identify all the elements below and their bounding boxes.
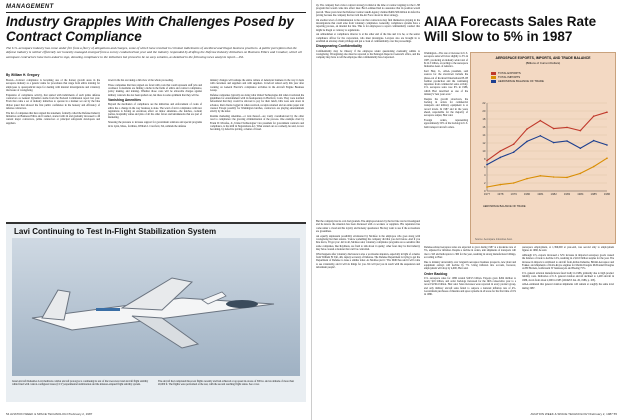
legend-label: TOTAL EXPORTS <box>498 71 521 75</box>
data-point <box>540 135 542 137</box>
subheading: Order Backlog <box>424 271 448 276</box>
chart-plot <box>471 65 615 201</box>
article-column-3 <box>210 79 304 219</box>
y-tick-label: 4 <box>483 173 486 177</box>
headline: Industry Grapples With Challenges Posed by Contract Compliance <box>6 14 294 44</box>
photo-caption-right: The aircraft had completed three test flights recently and had achieved a top speed in excess of 300 kt. and an altitude of more than 20,000 ft. The flights were performed at the test, with the second reaching flight status. See cover. <box>158 380 294 387</box>
x-tick-label: 1978 <box>497 192 504 196</box>
data-point <box>526 178 528 180</box>
x-tick-label: 1984 <box>577 192 584 196</box>
x-tick-label: 1977 <box>483 192 491 196</box>
data-point <box>526 128 528 130</box>
y-tick-label: 14 <box>482 133 486 137</box>
continued-column-2 <box>316 220 420 410</box>
legend-swatch <box>491 80 496 83</box>
data-point <box>526 141 528 143</box>
paragraph: An ombudsman or compliance director is at the other end of the line and it is he, or the senior compliance officer for the corporation, who must investigate. Lawyers also are brought in to establish an attorney-client privilege and put a cloak of confidentiality over the proceedings. <box>316 33 420 43</box>
data-point <box>553 142 555 144</box>
paragraph: Washington—The rate of increase in U.S. aerospace sales will slow slightly to 5% in 1987, producing an industry-wide total of $112.5 billion, according to the Aerospace Industries Assn. of America. <box>424 52 468 69</box>
data-point <box>486 186 488 188</box>
paragraph: Karl Harr, Jr., AIAA president, said sources for the slowdown include the phase-out of Rockwell International B-1B bomber production and the continuing departure from commercial sales activity. U.S. aerospace sales rose 6% in 1986, which Harr described as one of the industry's 'best years ever.' <box>424 69 468 97</box>
y-tick-label: 22 <box>482 101 486 105</box>
data-point <box>553 128 555 130</box>
paragraph: AIAA estimated that general aviation shipments will remain at roughly the same level during 1987. <box>522 283 614 290</box>
paragraph: Beyond the mechanics of compliance are the initiatives and enforcement of codes of ethics has a change in the way business is done. The ward of strict compliance with new regulations is having an enormous effect on minor amenities—the lunches, cocktail parties, hospitality suites and pins of all the other favors and knickknacks that are part of marketing. <box>108 103 202 120</box>
data-point <box>580 173 582 175</box>
data-point <box>513 182 515 184</box>
paragraph: Aerospace employment, at 1,399,000 at year-end, was second only to employment figures in 1968, he said. <box>522 246 614 253</box>
paragraph: An equally unpleasant possibility envisioned by McAfee is the employee who goes along with wrongdoing but then returns. 'I know something the company did that you don't know. And if you hire me in, I'll get you.' All in all, McAfee said, voluntary compliance programs are so sensitive that some companies, like Raytheon, are fraid to talk about it openly; other fears may be that industry may have created a monster that can't be controlled. <box>316 234 420 251</box>
data-point <box>593 140 595 142</box>
y-tick-label: 2 <box>483 181 486 185</box>
x-tick-label: 1982 <box>550 192 557 196</box>
left-folio: 54 AVIATION WEEK & SPACE TECHNOLOGY/February 2, 1987 <box>6 412 93 416</box>
right-page <box>311 0 622 420</box>
article-column-2 <box>108 79 202 219</box>
data-point <box>540 175 542 177</box>
data-point <box>540 120 542 122</box>
continued-column-1 <box>316 4 420 218</box>
right-folio: AVIATION WEEK & SPACE TECHNOLOGY/February 2, 1987 55 <box>530 412 617 416</box>
y-tick-label: 8 <box>483 157 486 161</box>
y-tick-label: 20 <box>482 109 486 113</box>
chart-note: AEROSPACE BALANCE OF TRADE <box>483 205 526 208</box>
paragraph: U.S. aerospace sales for 1986 totaled $103.5 billion. Exports grew $264 million to nearly $19 billion, and order backlogs increased for the fifth consecutive year to a record $138.4 billion. Harr said. Sales increases were reported in every product group, and only military aircraft sales failed to outpace a national inflation rate of 4%. Government purchases of missiles and space systems in all areas for the first time of 6% in 1986. <box>424 276 516 297</box>
paragraph: industry changes will reshape the entire culture of American business in the way it deals with customers and suppliers and with suppliers. Crawford retired early this year after working on General Electric's compliance activities in the Aircraft Engine Business Group. <box>210 79 304 92</box>
data-point <box>606 157 608 159</box>
data-point <box>500 157 502 159</box>
y-tick-label: 0 <box>483 189 486 193</box>
paragraph: On another level of criminalization is the role that contractors may find themselves playing in the investigations that could arise from voluntary compliance. Generally, compliance systems have a reporting process, an internal hot line. This is for employees to report confidentially conduct that might be illegal or contrary to regulations. <box>316 18 420 32</box>
paragraph: Defense companies typically are doing what United Technologies did when it revisited the guidelines for entertainment with its headquarters in Hartford, Conn. They were notified beforehand that they would be allowed to pay for their lunch, bills were sent down in advance, their checks logged in when received, receipts returned and an entire paper trail created. Except possibly for Washington lunches, contractors are playing entertainment strictly by the letter. <box>210 93 304 114</box>
paragraph: down in the list are taking a dim view of the whole proceeding. <box>108 79 174 82</box>
deck: The U.S. aerospace industry has come under fire from a flurry of allegations and charges, some of which have resulted in criminal indictments of unethical and illegal business practices. A public perception that the defense industry is neither efficiently nor honestly managed emerged from a survey conducted last year and the industry responded by drafting the Defense Industry Initiatives on Business Ethics and Conduct, which all aerospace contractors have been asked to sign, denoting compliance to the initiatives but proved to be no easy solution, as detailed in the following news analysis report.—Ed. <box>6 46 302 59</box>
paragraph: Routine marketing amenities—or lack thereof—are vastly overshadowed by the other road to compliance: the growing criminalization of the process. One example cited by Frank W. McAfee, Jr., United Technologies' vice president for government contracts and compliance, is the shift in Negotiations Act. What started out as a remedy, he said, is now becoming, by defective pricing, a matter of fraud. <box>210 114 304 132</box>
paragraph: Boston—Contract compliance is becoming one of the hottest growth areas in the aerospace industry as a generic name for procedures that range from ethics training for employees to quasi-judicial steps for dealing with internal investigations and voluntary disclosure of wrongdoing. <box>6 79 100 92</box>
legend-label: TOTAL IMPORTS <box>498 75 521 79</box>
legend-label: AEROSPACE BALANCE OF TRADE <box>498 79 544 83</box>
y-tick-label: 6 <box>483 165 486 169</box>
photo-box <box>6 222 306 402</box>
x-tick-label: 1986 <box>603 192 611 196</box>
data-point <box>553 176 555 178</box>
y-tick-label: 18 <box>482 117 486 121</box>
paragraph: Those companies that have signed are faced with costs that could represent staff jobs and overhead. Consultants are finding a niche in the fields of ethics and contract compliance, policy making, and training. Whether those costs will be allowable charges against military contracts has not been spelled out, but there is some optimism that they will be. <box>108 83 202 97</box>
data-point <box>593 115 595 117</box>
forecast-column-1 <box>424 52 468 242</box>
series-line <box>487 158 607 187</box>
data-point <box>500 150 502 152</box>
photo-caption-left: Israel Aircraft Industries Lavi multirole combat aircraft prototype is continuing its test of the lower-level and aircraft flight stability while fitted with control-configured vanes (CCV) experimental stabilization and the mission-adapted flight stability system. <box>12 380 149 387</box>
x-tick-label: 1985 <box>590 192 597 196</box>
data-point <box>486 160 488 162</box>
y-tick-label: 10 <box>482 149 486 153</box>
x-tick-label: 1979 <box>510 192 517 196</box>
data-point <box>566 127 568 129</box>
paragraph: But the company has its own bad grounds. The employee known by the hot line can be investigated and he knows the situation has been discussed with co-workers or suppliers. His reputation has come under a cloud and his loyalty and honesty questioned. He may want to sue if the accusations are groundless. <box>316 220 420 233</box>
aircraft-photo <box>12 238 300 376</box>
data-point <box>580 147 582 149</box>
trade-chart <box>470 52 616 244</box>
paragraph: Confidentiality may be illusory if the employee under questioning eventually admits to wrongdoing. Wrongdoing also must be reported to the Pentagon Inspector General's office, and the company may have to tell the employee that confidentiality has evaporated. <box>316 49 420 60</box>
legend-swatch <box>491 72 496 75</box>
paragraph: U.S. general aviation manufacturers fared badly in 1986, primarily due to high product liability costs. Deliveries of U.S. general aviation aircraft declined to 1,400 aircraft in 1986, down from about 2,000 in 1985 (AW&ST Jan. 26, 1986, p. 103). <box>522 272 614 282</box>
chart-legend <box>491 71 544 83</box>
data-point <box>580 130 582 132</box>
paragraph: What happens after voluntary disclosure is also a worrisome situation, especially in light of a memo from William H. Taft, 4th, deputy secretary of Defense. The Defense Department is trying to get the Department of Defense to issue a similar letter. As McAfee put it: 'The DOD has said it will come to see voluntarily, and it will do things for you. We will put you in touch with the suspension and debarment people'. <box>316 252 420 269</box>
paragraph: ity. The company had a labor contract strategy in mind at the time of contract signing for the C-5B program that would come into effect later. But Lockheed had no assurance that its position would prevail. Three years later the Defense Contract Audit Agency claimed $400-500 million in defective pricing because the company had not told the Air Force about its labor strategy. <box>316 4 420 17</box>
paragraph: The list of companies that have signed the statement, formally called the Defense Industry Initiatives on Business Ethics and Conduct, started with 24 and gradually increased to 46 current major contractors, prime contractors or principal subsystem developers and suppliers. <box>6 111 100 125</box>
paragraph: Although U.S. exports increased a 52% increase in imported aerospace goods caused the balance of trade to decline 14%, resulting in a $10.9 billion surplus for the year. The increase in imports is attributed to aircraft from Airbus Industrie, British Aerospace and Fokker, and shipments of Rolls-Royce engines for Martin Dougals McDonnell Douglas on B0 Hornets, Gulfstream IV business jets and Boeing 757s. <box>522 254 614 271</box>
paragraph: Stressing the pressure to increase support for government relations and special programs in its Lynn, Mass., facilities, William J. Crawford, 3rd, reminds the defense <box>108 121 202 128</box>
data-point <box>606 111 608 113</box>
data-point <box>500 184 502 186</box>
data-point <box>566 140 568 142</box>
series-line <box>487 112 607 160</box>
chart-subtitle: (Billions of Current Dollars) <box>525 61 561 65</box>
forecast-column-3 <box>522 246 614 406</box>
chart-title: AEROSPACE EXPORTS, IMPORTS, AND TRADE BALANCE <box>495 56 591 60</box>
x-tick-label: 1981 <box>537 192 544 196</box>
right-headline: AIAA Forecasts Sales Rate Will Slow to 5% in 1987 <box>424 14 597 44</box>
byline: By William H. Gregory <box>6 73 40 77</box>
subheading: Disappearing Confidentiality <box>316 44 362 49</box>
article-column-1 <box>6 79 100 219</box>
forecast-column-2 <box>424 246 516 406</box>
paragraph: Despite the growth slowdown, the backlog in orders for commercial transports and military equipment is at record levels. In 1987 and in the years ahead, responsible for the majority of aerospace output, Harr said. <box>424 97 468 118</box>
data-point <box>606 144 608 146</box>
photo-title: Lavi Continuing to Test In-Flight Stabilization System <box>14 227 217 236</box>
x-tick-label: 1980 <box>523 192 531 196</box>
data-point <box>513 143 515 145</box>
series-line <box>487 136 607 165</box>
aircraft-image <box>12 238 300 376</box>
chart-source: Source: Aerospace Industries Assn. <box>475 238 513 241</box>
section-label: MANAGEMENT <box>6 4 54 10</box>
data-point <box>566 177 568 179</box>
y-tick-label: 12 <box>482 141 486 145</box>
data-point <box>593 166 595 168</box>
legend-item <box>491 79 544 83</box>
legend-swatch <box>491 76 496 79</box>
paragraph: Foreign orders, representing approximately 50% of the backlog in U.S. built transport aircraft orders. <box>424 119 468 129</box>
paragraph: Expansive of compliance activity, that started with indictments of such prime defense contractors as General Dynamics stems from the Packard Commission report last year. From that came a set of industry initiatives to operate in a manner set out by the blue ribbon panel that showed the first public confidence in the honesty and efficiency of defense contractors. <box>6 93 100 110</box>
paragraph: Defense-related aerospace sales are expected to grow during 1987 at a moderate rate of 3%, adjusted for inflation. Despite a decline in orders, unit shipments of transports will rise to 345 and helicopters to 360 for the year, resulting in strong manufacturer billings, according to Harr. <box>424 246 516 259</box>
data-point <box>513 151 515 153</box>
section-rule <box>6 12 306 13</box>
y-tick-label: 16 <box>482 125 486 129</box>
paragraph: Due to industry uncertainty over longterm aerospace business prospects, new plant and equipment outlays will decline by 7%. Using inflation into account, however, employment will drop by 4,000, Harr said. <box>424 260 516 271</box>
data-point <box>486 164 488 166</box>
x-tick-label: 1983 <box>563 192 571 196</box>
subheading: Vanishing Amenities <box>108 97 142 102</box>
